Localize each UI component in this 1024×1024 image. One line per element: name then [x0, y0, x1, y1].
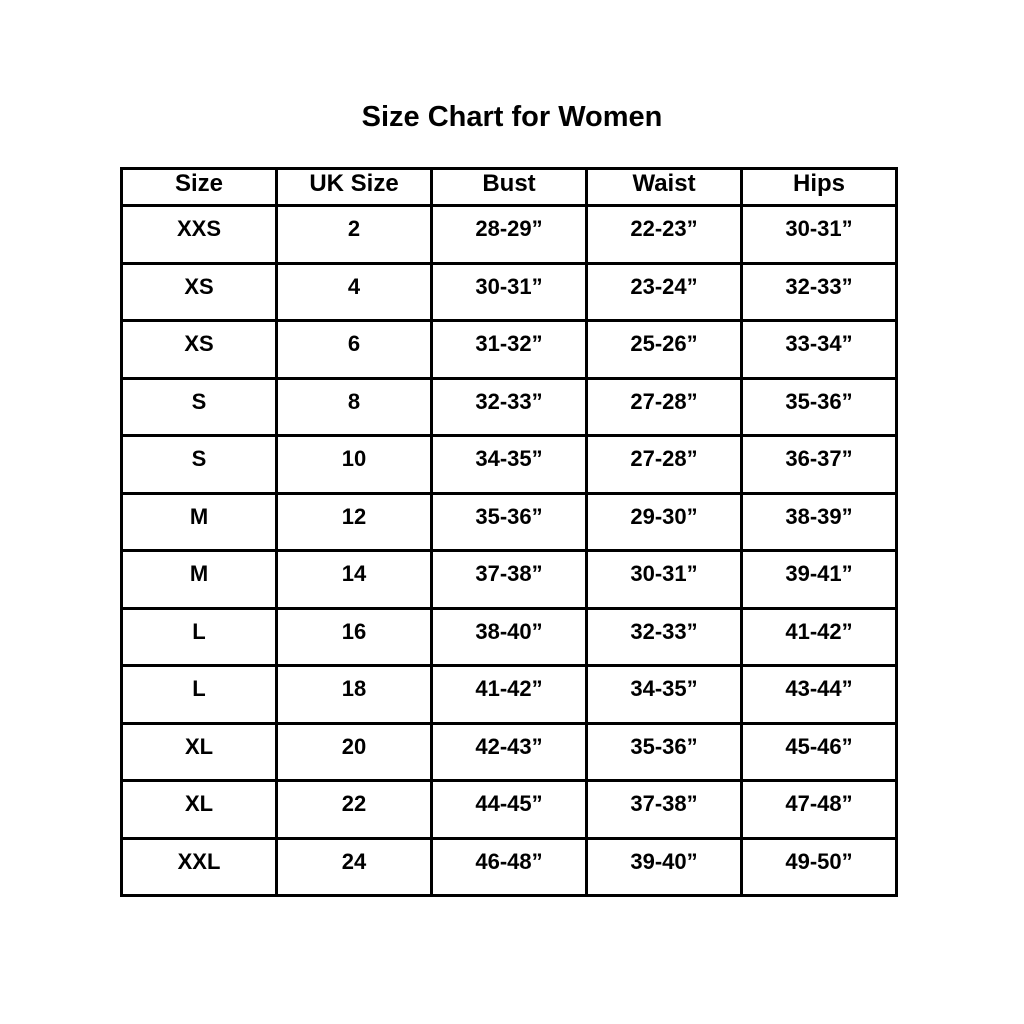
table-cell: 10: [277, 436, 432, 494]
table-cell: 14: [277, 551, 432, 609]
table-cell: 38-40”: [432, 608, 587, 666]
column-header-uk-size: UK Size: [277, 169, 432, 206]
table-cell: XXS: [122, 206, 277, 264]
header-row: [122, 169, 897, 206]
table-cell: 34-35”: [432, 436, 587, 494]
table-row: [122, 723, 897, 781]
table-cell: 8: [277, 378, 432, 436]
table-cell: 44-45”: [432, 781, 587, 839]
table-cell: 37-38”: [432, 551, 587, 609]
table-cell: 27-28”: [587, 436, 742, 494]
table-cell: XL: [122, 781, 277, 839]
table-cell: 22: [277, 781, 432, 839]
table-cell: L: [122, 666, 277, 724]
table-cell: 46-48”: [432, 838, 587, 896]
table-row: [122, 781, 897, 839]
table-cell: 38-39”: [742, 493, 897, 551]
table-cell: XXL: [122, 838, 277, 896]
table-cell: XS: [122, 263, 277, 321]
table-cell: 32-33”: [432, 378, 587, 436]
table-cell: XS: [122, 321, 277, 379]
page-title: Size Chart for Women: [361, 101, 663, 133]
table-cell: 28-29”: [432, 206, 587, 264]
table-cell: 2: [277, 206, 432, 264]
table-cell: 34-35”: [587, 666, 742, 724]
table-cell: S: [122, 378, 277, 436]
table-cell: 12: [277, 493, 432, 551]
table-cell: 20: [277, 723, 432, 781]
table-cell: 35-36”: [432, 493, 587, 551]
table-cell: 6: [277, 321, 432, 379]
table-cell: 36-37”: [742, 436, 897, 494]
table-row: [122, 263, 897, 321]
table-cell: 24: [277, 838, 432, 896]
table-row: [122, 838, 897, 896]
table-cell: 45-46”: [742, 723, 897, 781]
table-row: [122, 493, 897, 551]
table-cell: M: [122, 493, 277, 551]
table-cell: 41-42”: [742, 608, 897, 666]
table-row: [122, 206, 897, 264]
table-cell: 18: [277, 666, 432, 724]
column-header-waist: Waist: [587, 169, 742, 206]
table-row: [122, 608, 897, 666]
table-cell: 22-23”: [587, 206, 742, 264]
table-cell: 35-36”: [742, 378, 897, 436]
table-cell: L: [122, 608, 277, 666]
table-cell: 42-43”: [432, 723, 587, 781]
column-header-hips: Hips: [742, 169, 897, 206]
table-cell: 37-38”: [587, 781, 742, 839]
table-row: [122, 666, 897, 724]
table-header: [122, 169, 897, 206]
size-chart-table: [120, 167, 898, 897]
table-cell: 32-33”: [742, 263, 897, 321]
column-header-bust: Bust: [432, 169, 587, 206]
table-body: [122, 206, 897, 896]
table-cell: 30-31”: [432, 263, 587, 321]
table-cell: 16: [277, 608, 432, 666]
table-cell: 39-40”: [587, 838, 742, 896]
table-cell: 29-30”: [587, 493, 742, 551]
table-cell: 41-42”: [432, 666, 587, 724]
table-row: [122, 551, 897, 609]
table-cell: 23-24”: [587, 263, 742, 321]
table-cell: 4: [277, 263, 432, 321]
table-cell: M: [122, 551, 277, 609]
table-cell: 35-36”: [587, 723, 742, 781]
table-cell: S: [122, 436, 277, 494]
table-row: [122, 436, 897, 494]
column-header-size: Size: [122, 169, 277, 206]
table-cell: 39-41”: [742, 551, 897, 609]
table-cell: 33-34”: [742, 321, 897, 379]
table-row: [122, 378, 897, 436]
table-cell: 31-32”: [432, 321, 587, 379]
table-cell: 27-28”: [587, 378, 742, 436]
table-cell: 30-31”: [742, 206, 897, 264]
table-cell: 25-26”: [587, 321, 742, 379]
table-cell: 32-33”: [587, 608, 742, 666]
table-row: [122, 321, 897, 379]
table-cell: 47-48”: [742, 781, 897, 839]
table-cell: XL: [122, 723, 277, 781]
table-cell: 49-50”: [742, 838, 897, 896]
table-cell: 43-44”: [742, 666, 897, 724]
table-cell: 30-31”: [587, 551, 742, 609]
